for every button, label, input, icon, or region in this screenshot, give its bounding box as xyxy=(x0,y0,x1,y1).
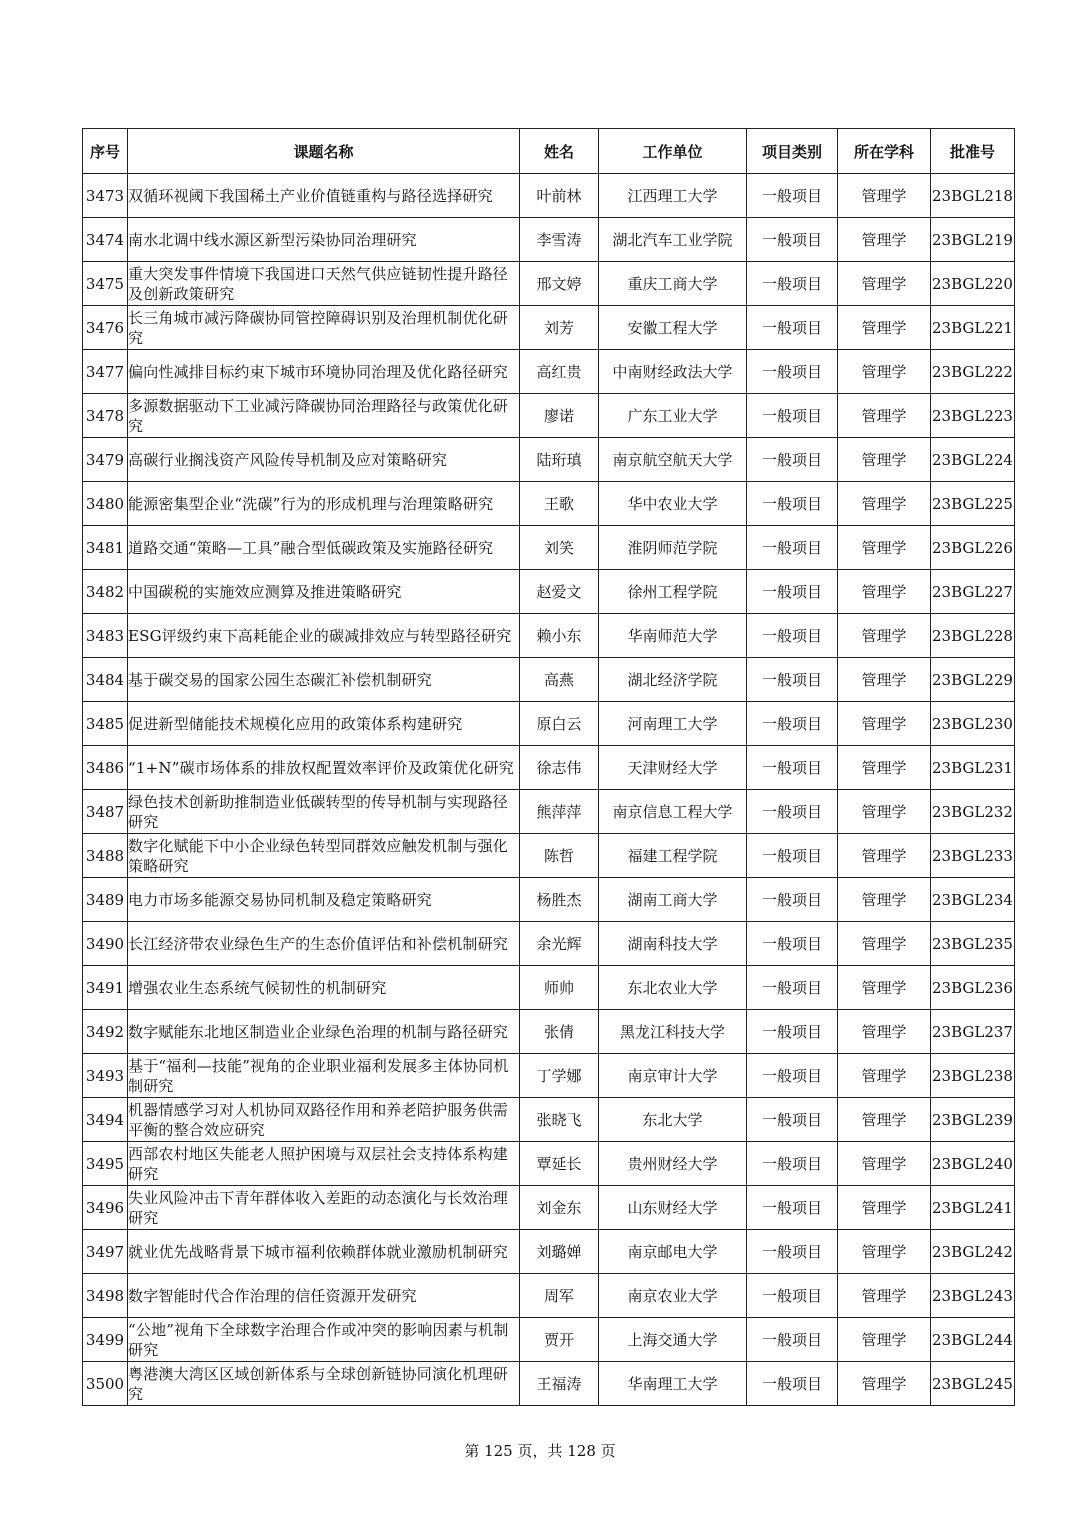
cell-serial-number: 3493 xyxy=(83,1054,128,1098)
cell-discipline: 管理学 xyxy=(838,570,931,614)
cell-discipline: 管理学 xyxy=(838,1098,931,1142)
cell-approval-number: 23BGL224 xyxy=(931,438,1015,482)
table-row xyxy=(83,614,1015,658)
cell-person-name: 李雪涛 xyxy=(520,218,599,262)
cell-work-unit: 湖北经济学院 xyxy=(599,658,747,702)
cell-discipline: 管理学 xyxy=(838,1318,931,1362)
cell-discipline: 管理学 xyxy=(838,834,931,878)
cell-serial-number: 3491 xyxy=(83,966,128,1010)
cell-project-title: 西部农村地区失能老人照护困境与双层社会支持体系构建研究 xyxy=(128,1142,520,1186)
table-header xyxy=(83,129,1015,174)
cell-project-title: 高碳行业搁浅资产风险传导机制及应对策略研究 xyxy=(128,438,520,482)
cell-project-category: 一般项目 xyxy=(747,746,838,790)
cell-project-category: 一般项目 xyxy=(747,790,838,834)
cell-project-title: 电力市场多能源交易协同机制及稳定策略研究 xyxy=(128,878,520,922)
cell-discipline: 管理学 xyxy=(838,262,931,306)
cell-person-name: 贾开 xyxy=(520,1318,599,1362)
cell-approval-number: 23BGL243 xyxy=(931,1274,1015,1318)
cell-approval-number: 23BGL235 xyxy=(931,922,1015,966)
cell-work-unit: 安徽工程大学 xyxy=(599,306,747,350)
cell-project-title: 粤港澳大湾区区域创新体系与全球创新链协同演化机理研究 xyxy=(128,1362,520,1406)
cell-discipline: 管理学 xyxy=(838,878,931,922)
cell-discipline: 管理学 xyxy=(838,922,931,966)
cell-work-unit: 贵州财经大学 xyxy=(599,1142,747,1186)
cell-person-name: 刘芳 xyxy=(520,306,599,350)
cell-discipline: 管理学 xyxy=(838,1010,931,1054)
cell-serial-number: 3485 xyxy=(83,702,128,746)
cell-approval-number: 23BGL237 xyxy=(931,1010,1015,1054)
cell-approval-number: 23BGL239 xyxy=(931,1098,1015,1142)
header-project-category: 项目类别 xyxy=(747,129,838,174)
cell-serial-number: 3477 xyxy=(83,350,128,394)
cell-person-name: 周军 xyxy=(520,1274,599,1318)
cell-serial-number: 3497 xyxy=(83,1230,128,1274)
cell-project-title: 道路交通“策略—工具”融合型低碳政策及实施路径研究 xyxy=(128,526,520,570)
table-row xyxy=(83,1362,1015,1406)
table-row xyxy=(83,482,1015,526)
cell-approval-number: 23BGL240 xyxy=(931,1142,1015,1186)
cell-approval-number: 23BGL221 xyxy=(931,306,1015,350)
cell-approval-number: 23BGL222 xyxy=(931,350,1015,394)
cell-discipline: 管理学 xyxy=(838,658,931,702)
cell-project-category: 一般项目 xyxy=(747,1186,838,1230)
cell-person-name: 余光辉 xyxy=(520,922,599,966)
cell-serial-number: 3476 xyxy=(83,306,128,350)
table-row xyxy=(83,1142,1015,1186)
cell-project-category: 一般项目 xyxy=(747,570,838,614)
cell-person-name: 高红贵 xyxy=(520,350,599,394)
cell-project-title: 重大突发事件情境下我国进口天然气供应链韧性提升路径及创新政策研究 xyxy=(128,262,520,306)
cell-work-unit: 南京审计大学 xyxy=(599,1054,747,1098)
table-row xyxy=(83,790,1015,834)
cell-approval-number: 23BGL225 xyxy=(931,482,1015,526)
cell-discipline: 管理学 xyxy=(838,746,931,790)
cell-work-unit: 中南财经政法大学 xyxy=(599,350,747,394)
page-number-footer: 第 125 页，共 128 页 xyxy=(464,1442,616,1460)
cell-approval-number: 23BGL223 xyxy=(931,394,1015,438)
cell-serial-number: 3478 xyxy=(83,394,128,438)
cell-project-title: 就业优先战略背景下城市福利依赖群体就业激励机制研究 xyxy=(128,1230,520,1274)
cell-serial-number: 3489 xyxy=(83,878,128,922)
cell-project-category: 一般项目 xyxy=(747,878,838,922)
cell-project-category: 一般项目 xyxy=(747,834,838,878)
cell-project-title: 数字赋能东北地区制造业企业绿色治理的机制与路径研究 xyxy=(128,1010,520,1054)
header-approval-number: 批准号 xyxy=(931,129,1015,174)
cell-project-category: 一般项目 xyxy=(747,1362,838,1406)
cell-work-unit: 河南理工大学 xyxy=(599,702,747,746)
cell-project-category: 一般项目 xyxy=(747,922,838,966)
cell-serial-number: 3484 xyxy=(83,658,128,702)
cell-approval-number: 23BGL245 xyxy=(931,1362,1015,1406)
cell-work-unit: 重庆工商大学 xyxy=(599,262,747,306)
table-row xyxy=(83,746,1015,790)
cell-serial-number: 3473 xyxy=(83,174,128,218)
cell-project-title: 能源密集型企业“洗碳”行为的形成机理与治理策略研究 xyxy=(128,482,520,526)
cell-person-name: 张倩 xyxy=(520,1010,599,1054)
cell-project-category: 一般项目 xyxy=(747,1274,838,1318)
table-row xyxy=(83,1274,1015,1318)
cell-discipline: 管理学 xyxy=(838,1142,931,1186)
cell-project-category: 一般项目 xyxy=(747,482,838,526)
cell-discipline: 管理学 xyxy=(838,174,931,218)
cell-discipline: 管理学 xyxy=(838,218,931,262)
cell-discipline: 管理学 xyxy=(838,1274,931,1318)
cell-project-title: “1+N”碳市场体系的排放权配置效率评价及政策优化研究 xyxy=(128,746,520,790)
cell-approval-number: 23BGL229 xyxy=(931,658,1015,702)
cell-discipline: 管理学 xyxy=(838,350,931,394)
cell-discipline: 管理学 xyxy=(838,1362,931,1406)
table-row xyxy=(83,174,1015,218)
table-row xyxy=(83,570,1015,614)
cell-person-name: 徐志伟 xyxy=(520,746,599,790)
table-row xyxy=(83,1098,1015,1142)
cell-work-unit: 南京邮电大学 xyxy=(599,1230,747,1274)
cell-approval-number: 23BGL234 xyxy=(931,878,1015,922)
cell-discipline: 管理学 xyxy=(838,966,931,1010)
table-row xyxy=(83,1010,1015,1054)
cell-work-unit: 华中农业大学 xyxy=(599,482,747,526)
cell-person-name: 熊萍萍 xyxy=(520,790,599,834)
cell-discipline: 管理学 xyxy=(838,702,931,746)
cell-serial-number: 3496 xyxy=(83,1186,128,1230)
cell-project-category: 一般项目 xyxy=(747,218,838,262)
cell-work-unit: 南京航空航天大学 xyxy=(599,438,747,482)
cell-serial-number: 3487 xyxy=(83,790,128,834)
cell-serial-number: 3499 xyxy=(83,1318,128,1362)
cell-approval-number: 23BGL231 xyxy=(931,746,1015,790)
cell-project-category: 一般项目 xyxy=(747,702,838,746)
cell-serial-number: 3475 xyxy=(83,262,128,306)
cell-project-category: 一般项目 xyxy=(747,966,838,1010)
cell-approval-number: 23BGL227 xyxy=(931,570,1015,614)
cell-project-title: 长江经济带农业绿色生产的生态价值评估和补偿机制研究 xyxy=(128,922,520,966)
cell-serial-number: 3488 xyxy=(83,834,128,878)
cell-project-title: 中国碳税的实施效应测算及推进策略研究 xyxy=(128,570,520,614)
cell-person-name: 杨胜杰 xyxy=(520,878,599,922)
cell-project-title: 数字化赋能下中小企业绿色转型同群效应触发机制与强化策略研究 xyxy=(128,834,520,878)
cell-project-category: 一般项目 xyxy=(747,1054,838,1098)
cell-approval-number: 23BGL232 xyxy=(931,790,1015,834)
cell-person-name: 叶前林 xyxy=(520,174,599,218)
cell-serial-number: 3479 xyxy=(83,438,128,482)
cell-approval-number: 23BGL238 xyxy=(931,1054,1015,1098)
cell-project-title: 机器情感学习对人机协同双路径作用和养老陪护服务供需平衡的整合效应研究 xyxy=(128,1098,520,1142)
cell-discipline: 管理学 xyxy=(838,438,931,482)
cell-approval-number: 23BGL244 xyxy=(931,1318,1015,1362)
cell-approval-number: 23BGL236 xyxy=(931,966,1015,1010)
cell-work-unit: 山东财经大学 xyxy=(599,1186,747,1230)
cell-approval-number: 23BGL228 xyxy=(931,614,1015,658)
cell-person-name: 高燕 xyxy=(520,658,599,702)
cell-approval-number: 23BGL230 xyxy=(931,702,1015,746)
cell-work-unit: 南京农业大学 xyxy=(599,1274,747,1318)
table-row xyxy=(83,658,1015,702)
cell-project-category: 一般项目 xyxy=(747,1142,838,1186)
table-row xyxy=(83,1230,1015,1274)
cell-person-name: 赖小东 xyxy=(520,614,599,658)
cell-work-unit: 湖南工商大学 xyxy=(599,878,747,922)
cell-discipline: 管理学 xyxy=(838,394,931,438)
cell-person-name: 刘笑 xyxy=(520,526,599,570)
cell-person-name: 刘璐婵 xyxy=(520,1230,599,1274)
cell-discipline: 管理学 xyxy=(838,306,931,350)
cell-project-title: 促进新型储能技术规模化应用的政策体系构建研究 xyxy=(128,702,520,746)
cell-work-unit: 湖南科技大学 xyxy=(599,922,747,966)
cell-person-name: 张晓飞 xyxy=(520,1098,599,1142)
cell-serial-number: 3481 xyxy=(83,526,128,570)
cell-project-title: 基于碳交易的国家公园生态碳汇补偿机制研究 xyxy=(128,658,520,702)
cell-person-name: 邢文婷 xyxy=(520,262,599,306)
cell-project-category: 一般项目 xyxy=(747,306,838,350)
header-discipline: 所在学科 xyxy=(838,129,931,174)
cell-discipline: 管理学 xyxy=(838,614,931,658)
table-row xyxy=(83,394,1015,438)
table-row xyxy=(83,526,1015,570)
cell-work-unit: 华南师范大学 xyxy=(599,614,747,658)
cell-work-unit: 东北农业大学 xyxy=(599,966,747,1010)
cell-approval-number: 23BGL219 xyxy=(931,218,1015,262)
cell-project-category: 一般项目 xyxy=(747,526,838,570)
cell-person-name: 原白云 xyxy=(520,702,599,746)
table-row xyxy=(83,922,1015,966)
cell-work-unit: 上海交通大学 xyxy=(599,1318,747,1362)
cell-serial-number: 3494 xyxy=(83,1098,128,1142)
cell-project-title: 绿色技术创新助推制造业低碳转型的传导机制与实现路径研究 xyxy=(128,790,520,834)
cell-project-title: 长三角城市减污降碳协同管控障碍识别及治理机制优化研究 xyxy=(128,306,520,350)
table-row xyxy=(83,306,1015,350)
table-row xyxy=(83,438,1015,482)
cell-serial-number: 3482 xyxy=(83,570,128,614)
cell-serial-number: 3486 xyxy=(83,746,128,790)
cell-project-category: 一般项目 xyxy=(747,262,838,306)
cell-work-unit: 天津财经大学 xyxy=(599,746,747,790)
table-row xyxy=(83,1186,1015,1230)
cell-approval-number: 23BGL241 xyxy=(931,1186,1015,1230)
project-table xyxy=(82,128,1015,1406)
cell-person-name: 陆珩瑱 xyxy=(520,438,599,482)
cell-person-name: 刘金东 xyxy=(520,1186,599,1230)
cell-approval-number: 23BGL226 xyxy=(931,526,1015,570)
cell-project-category: 一般项目 xyxy=(747,1010,838,1054)
cell-project-category: 一般项目 xyxy=(747,1230,838,1274)
header-person-name: 姓名 xyxy=(520,129,599,174)
cell-approval-number: 23BGL233 xyxy=(931,834,1015,878)
cell-project-title: 基于“福利—技能”视角的企业职业福利发展多主体协同机制研究 xyxy=(128,1054,520,1098)
cell-project-title: 失业风险冲击下青年群体收入差距的动态演化与长效治理研究 xyxy=(128,1186,520,1230)
cell-person-name: 覃延长 xyxy=(520,1142,599,1186)
cell-project-category: 一般项目 xyxy=(747,174,838,218)
cell-person-name: 师帅 xyxy=(520,966,599,1010)
table-row xyxy=(83,218,1015,262)
cell-person-name: 王福涛 xyxy=(520,1362,599,1406)
cell-approval-number: 23BGL218 xyxy=(931,174,1015,218)
cell-work-unit: 南京信息工程大学 xyxy=(599,790,747,834)
cell-project-title: 南水北调中线水源区新型污染协同治理研究 xyxy=(128,218,520,262)
cell-serial-number: 3500 xyxy=(83,1362,128,1406)
table-row xyxy=(83,702,1015,746)
table-row xyxy=(83,1054,1015,1098)
cell-serial-number: 3492 xyxy=(83,1010,128,1054)
cell-discipline: 管理学 xyxy=(838,1054,931,1098)
table-row xyxy=(83,966,1015,1010)
cell-serial-number: 3480 xyxy=(83,482,128,526)
cell-discipline: 管理学 xyxy=(838,526,931,570)
cell-person-name: 廖诺 xyxy=(520,394,599,438)
header-project-title: 课题名称 xyxy=(128,129,520,174)
header-serial-number: 序号 xyxy=(83,129,128,174)
cell-approval-number: 23BGL220 xyxy=(931,262,1015,306)
cell-project-category: 一般项目 xyxy=(747,394,838,438)
cell-project-title: 数字智能时代合作治理的信任资源开发研究 xyxy=(128,1274,520,1318)
cell-work-unit: 东北大学 xyxy=(599,1098,747,1142)
table-row xyxy=(83,878,1015,922)
cell-project-category: 一般项目 xyxy=(747,350,838,394)
cell-discipline: 管理学 xyxy=(838,1186,931,1230)
cell-work-unit: 福建工程学院 xyxy=(599,834,747,878)
cell-person-name: 丁学娜 xyxy=(520,1054,599,1098)
cell-project-title: 增强农业生态系统气候韧性的机制研究 xyxy=(128,966,520,1010)
cell-project-title: 双循环视阈下我国稀土产业价值链重构与路径选择研究 xyxy=(128,174,520,218)
cell-serial-number: 3498 xyxy=(83,1274,128,1318)
cell-work-unit: 华南理工大学 xyxy=(599,1362,747,1406)
table-row xyxy=(83,1318,1015,1362)
cell-work-unit: 黑龙江科技大学 xyxy=(599,1010,747,1054)
cell-serial-number: 3483 xyxy=(83,614,128,658)
cell-person-name: 陈哲 xyxy=(520,834,599,878)
header-row xyxy=(83,129,1015,174)
cell-project-title: 偏向性减排目标约束下城市环境协同治理及优化路径研究 xyxy=(128,350,520,394)
cell-serial-number: 3490 xyxy=(83,922,128,966)
cell-project-category: 一般项目 xyxy=(747,438,838,482)
cell-serial-number: 3474 xyxy=(83,218,128,262)
cell-project-category: 一般项目 xyxy=(747,614,838,658)
table-row xyxy=(83,834,1015,878)
cell-project-category: 一般项目 xyxy=(747,1098,838,1142)
cell-project-category: 一般项目 xyxy=(747,658,838,702)
cell-discipline: 管理学 xyxy=(838,1230,931,1274)
cell-person-name: 王歌 xyxy=(520,482,599,526)
cell-work-unit: 湖北汽车工业学院 xyxy=(599,218,747,262)
cell-discipline: 管理学 xyxy=(838,790,931,834)
cell-work-unit: 广东工业大学 xyxy=(599,394,747,438)
table-row xyxy=(83,262,1015,306)
cell-work-unit: 徐州工程学院 xyxy=(599,570,747,614)
header-work-unit: 工作单位 xyxy=(599,129,747,174)
cell-serial-number: 3495 xyxy=(83,1142,128,1186)
cell-approval-number: 23BGL242 xyxy=(931,1230,1015,1274)
cell-work-unit: 淮阴师范学院 xyxy=(599,526,747,570)
cell-project-title: ESG评级约束下高耗能企业的碳减排效应与转型路径研究 xyxy=(128,614,520,658)
cell-project-category: 一般项目 xyxy=(747,1318,838,1362)
cell-discipline: 管理学 xyxy=(838,482,931,526)
cell-project-title: 多源数据驱动下工业减污降碳协同治理路径与政策优化研究 xyxy=(128,394,520,438)
table-row xyxy=(83,350,1015,394)
cell-project-title: “公地”视角下全球数字治理合作或冲突的影响因素与机制研究 xyxy=(128,1318,520,1362)
cell-work-unit: 江西理工大学 xyxy=(599,174,747,218)
table-body xyxy=(83,174,1015,1406)
cell-person-name: 赵爱文 xyxy=(520,570,599,614)
